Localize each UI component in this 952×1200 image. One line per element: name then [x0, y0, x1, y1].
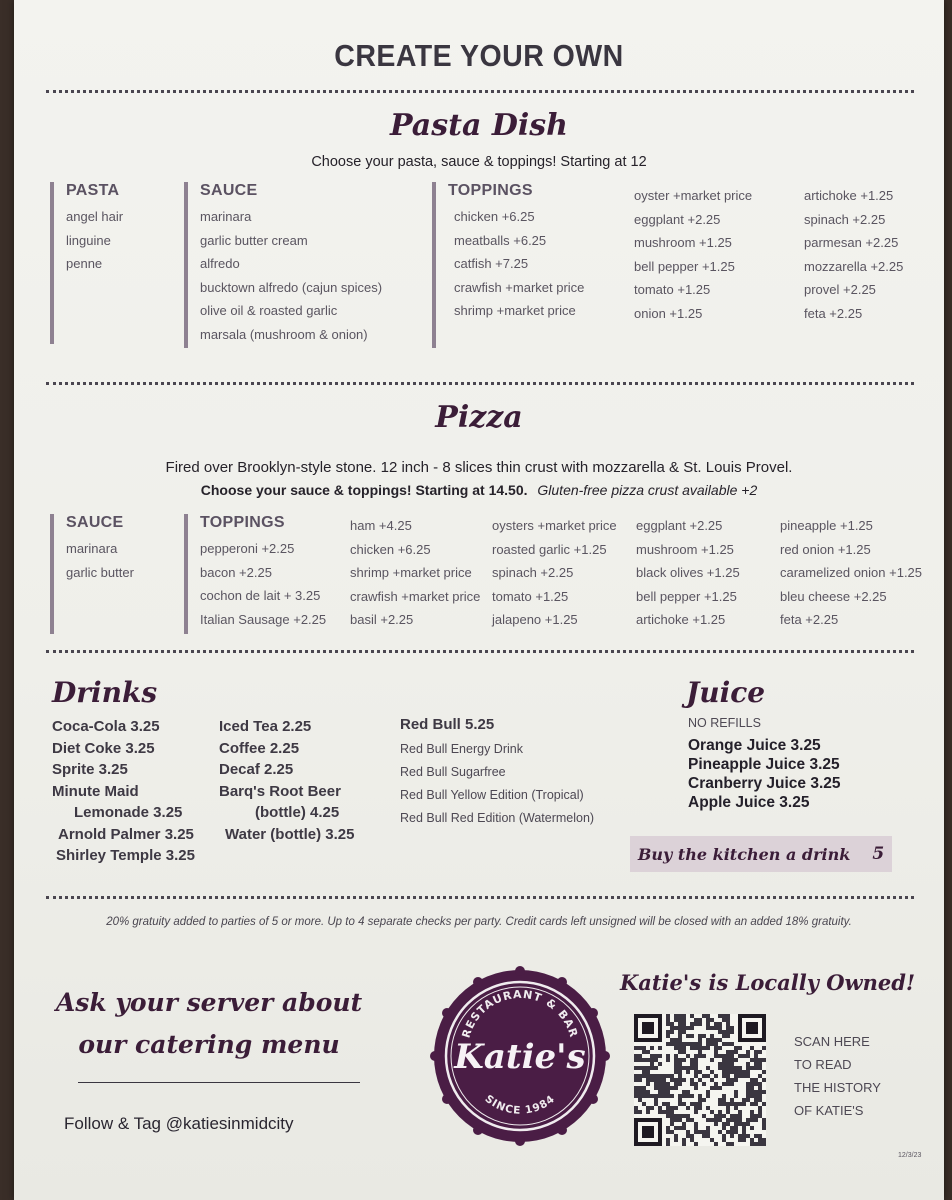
list-item: mushroom +1.25 — [636, 541, 734, 557]
list-item: linguine — [66, 232, 111, 248]
page-title: CREATE YOUR OWN — [334, 38, 624, 73]
divider — [46, 382, 914, 385]
pizza-toppings-column-3 — [492, 514, 617, 632]
catering-underline — [78, 1082, 360, 1083]
drink-item: Diet Coke 3.25 — [52, 739, 155, 757]
drink-item: Lemonade 3.25 — [74, 804, 183, 821]
toppings-column-3 — [804, 184, 903, 325]
red-bull-header: Red Bull 5.25 — [400, 716, 495, 733]
list-item: cochon de lait + 3.25 — [200, 588, 321, 603]
list-item: angel hair — [66, 209, 124, 224]
juice-column — [688, 736, 841, 812]
kitchen-drink-label: Buy the kitchen a drink — [637, 844, 851, 864]
list-item: marsala (mushroom & onion) — [200, 326, 368, 342]
catering-callout — [44, 982, 374, 1066]
logo-top-text: RESTAURANT & BAR — [459, 987, 581, 1040]
list-item: feta +2.25 — [780, 612, 839, 627]
drink-item: Water (bottle) 3.25 — [225, 825, 355, 843]
drink-item: Arnold Palmer 3.25 — [58, 825, 194, 843]
pasta-title: Pasta Dish — [390, 108, 568, 143]
list-item: caramelized onion +1.25 — [780, 565, 923, 580]
social-handle: Follow & Tag @katiesinmidcity — [64, 1114, 294, 1133]
list-item: ham +4.25 — [350, 518, 412, 533]
locally-owned-title: Katie's is Locally Owned! — [620, 970, 916, 995]
juice-item: Apple Juice 3.25 — [688, 794, 810, 811]
drink-item: Shirley Temple 3.25 — [56, 847, 195, 864]
divider — [46, 650, 914, 653]
list-item: Italian Sausage +2.25 — [200, 611, 327, 627]
list-item: provel +2.25 — [804, 282, 876, 297]
drinks-column-2 — [219, 716, 354, 845]
gratuity-note: 20% gratuity added to parties of 5 or more. Up to 4 separate checks per party. Credit cards left unsigned will be closed with an added 18% gratuity. — [106, 916, 852, 928]
gluten-free-note: Gluten-free pizza crust available +2 — [537, 482, 758, 498]
list-item: red onion +1.25 — [780, 541, 871, 557]
divider — [46, 896, 914, 899]
catering-line: Ask your server about — [55, 988, 363, 1017]
list-item: alfredo — [200, 256, 240, 271]
drink-item: Barq's Root Beer — [219, 782, 341, 800]
list-item: jalapeno +1.25 — [492, 612, 578, 627]
pizza-toppings-column-2 — [350, 514, 480, 632]
list-item: crawfish +market price — [350, 588, 481, 604]
juice-item: Cranberry Juice 3.25 — [688, 775, 841, 792]
red-bull-column — [400, 714, 594, 830]
list-item: eggplant +2.25 — [634, 211, 721, 227]
toppings-column-2 — [634, 184, 752, 325]
kitchen-drink-price: 5 — [872, 844, 885, 864]
list-item: spinach +2.25 — [804, 211, 886, 227]
list-item: black olives +1.25 — [636, 565, 740, 580]
drink-item: Coca-Cola 3.25 — [52, 718, 160, 735]
drink-item: Red Bull Energy Drink — [400, 741, 523, 756]
pizza-toppings-column — [184, 514, 326, 634]
sauce-column — [184, 182, 382, 348]
drink-item: Iced Tea 2.25 — [219, 718, 312, 735]
pizza-sauce-header: SAUCE — [66, 514, 124, 531]
list-item: onion +1.25 — [634, 305, 703, 321]
list-item: bacon +2.25 — [200, 564, 272, 580]
scan-line: TO READ — [794, 1057, 852, 1072]
list-item: marinara — [66, 541, 118, 556]
list-item: bucktown alfredo (cajun spices) — [200, 279, 383, 295]
drink-item: (bottle) 4.25 — [255, 804, 340, 821]
divider — [46, 90, 914, 93]
pasta-column — [50, 182, 123, 344]
drink-item: Minute Maid — [52, 782, 139, 800]
list-item: pineapple +1.25 — [780, 518, 873, 533]
kitchen-drink-badge — [630, 836, 892, 872]
drink-item: Coffee 2.25 — [219, 739, 300, 757]
pizza-choose: Choose your sauce & toppings! Starting at 14.50. — [200, 482, 528, 498]
pasta-subtitle: Choose your pasta, sauce & toppings! Starting at 12 — [311, 154, 647, 170]
drink-item: Decaf 2.25 — [219, 761, 294, 778]
drink-item: Red Bull Sugarfree — [400, 764, 506, 779]
pizza-choose-line — [14, 482, 944, 498]
list-item: bleu cheese +2.25 — [780, 588, 887, 604]
qr-code-icon — [634, 1014, 766, 1146]
catering-line: our catering menu — [78, 1030, 340, 1059]
list-item: garlic butter — [66, 564, 134, 580]
list-item: chicken +6.25 — [350, 541, 431, 557]
juice-title: Juice — [686, 676, 766, 709]
sauce-header: SAUCE — [200, 182, 258, 199]
list-item: garlic butter cream — [200, 232, 308, 248]
toppings-column — [432, 182, 584, 348]
katies-logo — [430, 966, 610, 1146]
pizza-sauce-column — [50, 514, 134, 634]
logo-name: Katie's — [454, 1037, 586, 1077]
pasta-header: PASTA — [66, 182, 120, 199]
list-item: marinara — [200, 209, 252, 224]
drink-item: Sprite 3.25 — [52, 761, 128, 778]
juice-item: Orange Juice 3.25 — [688, 737, 821, 754]
list-item: tomato +1.25 — [634, 282, 711, 297]
list-item: roasted garlic +1.25 — [492, 541, 607, 557]
drink-item: Red Bull Yellow Edition (Tropical) — [400, 787, 584, 802]
drinks-title: Drinks — [52, 676, 158, 709]
pizza-toppings-column-5 — [780, 514, 922, 632]
pizza-toppings-column-4 — [636, 514, 740, 632]
list-item: oysters +market price — [492, 518, 617, 533]
drinks-column-1 — [52, 716, 195, 867]
list-item: penne — [66, 256, 103, 271]
logo-seal-icon — [430, 966, 610, 1146]
list-item: spinach +2.25 — [492, 565, 574, 580]
list-item: tomato +1.25 — [492, 588, 569, 604]
print-date: 12/3/23 — [898, 1152, 922, 1159]
list-item: mushroom +1.25 — [634, 235, 732, 250]
scan-note — [794, 1030, 881, 1122]
scan-line: OF KATIE'S — [794, 1103, 864, 1118]
list-item: pepperoni +2.25 — [200, 541, 295, 556]
list-item: olive oil & roasted garlic — [200, 303, 338, 318]
list-item: parmesan +2.25 — [804, 235, 899, 250]
list-item: feta +2.25 — [804, 305, 863, 321]
list-item: chicken +6.25 — [454, 209, 535, 224]
list-item: basil +2.25 — [350, 612, 414, 627]
list-item: eggplant +2.25 — [636, 518, 723, 533]
list-item: mozzarella +2.25 — [804, 258, 904, 274]
list-item: bell pepper +1.25 — [636, 588, 737, 604]
pizza-title: Pizza — [435, 400, 523, 435]
pizza-description: Fired over Brooklyn-style stone. 12 inch - 8 slices thin crust with mozzarella & St. Louis Provel. — [165, 459, 793, 476]
drink-item: Red Bull Red Edition (Watermelon) — [400, 810, 595, 825]
list-item: bell pepper +1.25 — [634, 258, 735, 274]
list-item: shrimp +market price — [350, 565, 472, 580]
qr-code[interactable] — [634, 1014, 766, 1146]
juice-item: Pineapple Juice 3.25 — [688, 756, 840, 773]
toppings-header: TOPPINGS — [448, 182, 533, 199]
logo-since-text: SINCE 1984 — [482, 1092, 558, 1117]
scan-line: SCAN HERE — [794, 1034, 870, 1049]
list-item: meatballs +6.25 — [454, 232, 547, 248]
menu-page — [14, 0, 944, 1200]
list-item: artichoke +1.25 — [804, 188, 894, 203]
scan-line: THE HISTORY — [794, 1080, 881, 1095]
list-item: oyster +market price — [634, 188, 753, 203]
no-refills-note: NO REFILLS — [688, 716, 761, 730]
list-item: catfish +7.25 — [454, 256, 529, 271]
list-item: crawfish +market price — [454, 279, 585, 295]
list-item: shrimp +market price — [454, 303, 576, 318]
pizza-toppings-header: TOPPINGS — [200, 514, 285, 531]
list-item: artichoke +1.25 — [636, 612, 726, 627]
